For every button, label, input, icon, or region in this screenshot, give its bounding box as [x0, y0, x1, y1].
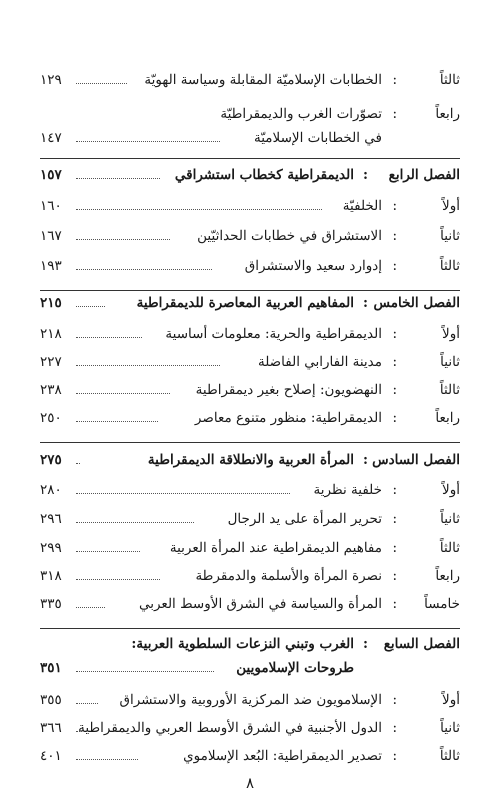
toc-entry[interactable]	[40, 378, 460, 402]
dot-leader	[76, 239, 170, 240]
chapter-heading[interactable]	[40, 448, 460, 472]
chapter-label: الفصل السابع	[383, 636, 460, 652]
entry-page: ٢٩٦	[40, 511, 62, 527]
toc-entry[interactable]	[40, 716, 460, 740]
entry-title: تحرير المرأة على يد الرجال	[227, 511, 382, 527]
entry-colon: :	[392, 382, 397, 398]
entry-title: المرأة والسياسة في الشرق الأوسط العربي	[138, 596, 382, 612]
dot-leader	[76, 493, 290, 494]
entry-colon: :	[392, 692, 397, 708]
entry-page: ٢٩٩	[40, 540, 62, 556]
entry-page: ٣٥٥	[40, 692, 62, 708]
entry-colon: :	[392, 568, 397, 584]
entry-label: رابعاً	[435, 410, 460, 426]
dot-leader	[76, 365, 220, 366]
section-divider	[40, 158, 460, 159]
toc-entry-continuation[interactable]	[40, 126, 460, 150]
dot-leader	[76, 463, 80, 464]
chapter-label: الفصل الرابع	[388, 167, 460, 183]
entry-title: نصرة المرأة والأسلمة والدمقرطة	[195, 568, 382, 584]
toc-entry[interactable]	[40, 350, 460, 374]
entry-title: النهضويون: إصلاح بغير ديمقراطية	[195, 382, 382, 398]
dot-leader	[76, 83, 127, 84]
toc-entry[interactable]	[40, 224, 460, 248]
entry-title: تصوّرات الغرب والديمقراطيّة	[220, 106, 382, 122]
dot-leader	[76, 337, 142, 338]
footer-page-number: ٨	[245, 774, 255, 792]
dot-leader	[76, 522, 194, 523]
entry-label: خامساً	[424, 596, 460, 612]
toc-entry[interactable]	[40, 744, 460, 768]
entry-label: رابعاً	[435, 106, 460, 122]
entry-title: مدينة الفارابي الفاضلة	[257, 354, 382, 370]
entry-title: إدوارد سعيد والاستشراق	[244, 258, 382, 274]
dot-leader	[76, 551, 140, 552]
entry-colon: :	[392, 326, 397, 342]
entry-title: مفاهيم الديمقراطية عند المرأة العربية	[169, 540, 382, 556]
toc-entry[interactable]	[40, 592, 460, 616]
dot-leader	[76, 703, 98, 704]
dot-leader	[76, 269, 212, 270]
chapter-label: الفصل الخامس	[373, 295, 460, 311]
entry-page: ٣١٨	[40, 568, 62, 584]
entry-page: ١٩٣	[40, 258, 62, 274]
entry-title: خلفية نظرية	[313, 482, 382, 498]
entry-label: ثالثاً	[439, 258, 460, 274]
entry-page: ١٦٠	[40, 198, 62, 214]
dot-leader	[76, 671, 214, 672]
entry-colon: :	[392, 198, 397, 214]
entry-colon: :	[392, 72, 397, 88]
chapter-page: ٢١٥	[40, 295, 62, 311]
entry-label: ثانياً	[440, 511, 460, 527]
entry-colon: :	[392, 511, 397, 527]
section-divider	[40, 628, 460, 629]
chapter-heading-continuation[interactable]	[40, 656, 460, 680]
entry-page: ١٢٩	[40, 72, 62, 88]
entry-title: الإسلامويون ضد المركزية الأوروبية والاستشراق	[119, 692, 382, 708]
section-divider	[40, 442, 460, 443]
entry-colon: :	[392, 258, 397, 274]
chapter-heading[interactable]	[40, 163, 460, 187]
entry-title: تصدير الديمقراطية: البُعد الإسلاموي	[183, 748, 382, 764]
dot-leader	[76, 141, 220, 142]
entry-label: أولاً	[442, 692, 460, 708]
entry-page: ٣٦٦	[40, 720, 62, 736]
dot-leader	[76, 393, 170, 394]
entry-page: ١٤٧	[40, 130, 62, 146]
toc-entry[interactable]	[40, 322, 460, 346]
entry-label: رابعاً	[435, 568, 460, 584]
entry-label: ثانياً	[440, 720, 460, 736]
dot-leader	[76, 579, 160, 580]
entry-title: الاستشراق في خطابات الحداثيّين	[197, 228, 382, 244]
entry-page: ٢٨٠	[40, 482, 62, 498]
dot-leader	[76, 607, 105, 608]
entry-title-continuation: في الخطابات الإسلاميّة	[254, 130, 382, 146]
entry-page: ١٦٧	[40, 228, 62, 244]
dot-leader	[76, 178, 160, 179]
chapter-colon: :	[363, 452, 368, 468]
entry-page: ٢٢٧	[40, 354, 62, 370]
chapter-title: الديمقراطية كخطاب استشراقي	[174, 167, 354, 183]
entry-page: ٣٣٥	[40, 596, 62, 612]
entry-page: ٤٠١	[40, 748, 62, 764]
toc-entry[interactable]	[40, 102, 460, 126]
chapter-colon: :	[363, 167, 368, 183]
chapter-page: ٢٧٥	[40, 452, 62, 468]
chapter-colon: :	[363, 295, 368, 311]
entry-title: الديمقراطية والحرية: معلومات أساسية	[165, 326, 382, 342]
entry-page: ٢٣٨	[40, 382, 62, 398]
chapter-title: المفاهيم العربية المعاصرة للديمقراطية	[136, 295, 354, 311]
entry-label: ثانياً	[440, 354, 460, 370]
entry-label: ثالثاً	[439, 540, 460, 556]
entry-label: ثالثاً	[439, 748, 460, 764]
toc-entry[interactable]	[40, 406, 460, 430]
chapter-page: ١٥٧	[40, 167, 62, 183]
toc-entry[interactable]	[40, 564, 460, 588]
dot-leader	[76, 759, 138, 760]
entry-colon: :	[392, 354, 397, 370]
toc-entry[interactable]	[40, 68, 460, 92]
chapter-title: المرأة العربية والانطلاقة الديمقراطية	[147, 452, 354, 468]
dot-leader	[76, 421, 158, 422]
entry-colon: :	[392, 748, 397, 764]
chapter-heading[interactable]	[40, 291, 460, 315]
entry-page: ٢١٨	[40, 326, 62, 342]
toc-entry[interactable]	[40, 194, 460, 218]
entry-colon: :	[392, 228, 397, 244]
entry-colon: :	[392, 410, 397, 426]
toc-entry[interactable]	[40, 688, 460, 712]
entry-colon: :	[392, 720, 397, 736]
toc-entry[interactable]	[40, 536, 460, 560]
entry-page: ٢٥٠	[40, 410, 62, 426]
entry-title: الدول الأجنبية في الشرق الأوسط العربي والديمقراطية	[78, 720, 382, 736]
entry-colon: :	[392, 482, 397, 498]
toc-entry[interactable]	[40, 478, 460, 502]
chapter-page: ٣٥١	[40, 660, 62, 676]
entry-label: ثالثاً	[439, 382, 460, 398]
toc-entry[interactable]	[40, 507, 460, 531]
entry-colon: :	[392, 540, 397, 556]
entry-colon: :	[392, 106, 397, 122]
entry-title: الخطابات الإسلاميّة المقابلة وسياسة الهويّة	[144, 72, 382, 88]
chapter-colon: :	[363, 636, 368, 652]
chapter-title: الغرب وتبني النزعات السلطوية العربية:	[131, 636, 354, 652]
entry-label: ثانياً	[440, 228, 460, 244]
entry-colon: :	[392, 596, 397, 612]
dot-leader	[76, 209, 322, 210]
entry-label: أولاً	[442, 482, 460, 498]
entry-label: ثالثاً	[439, 72, 460, 88]
entry-title: الخلفيّة	[342, 198, 382, 214]
entry-label: أولاً	[442, 198, 460, 214]
dot-leader	[76, 731, 82, 732]
chapter-label: الفصل السادس	[372, 452, 460, 468]
chapter-title-continuation: طروحات الإسلامويين	[236, 660, 354, 676]
chapter-heading[interactable]	[40, 632, 460, 656]
dot-leader	[76, 306, 105, 307]
entry-label: أولاً	[442, 326, 460, 342]
toc-entry[interactable]	[40, 254, 460, 278]
entry-title: الديمقراطية: منظور متنوع معاصر	[194, 410, 382, 426]
